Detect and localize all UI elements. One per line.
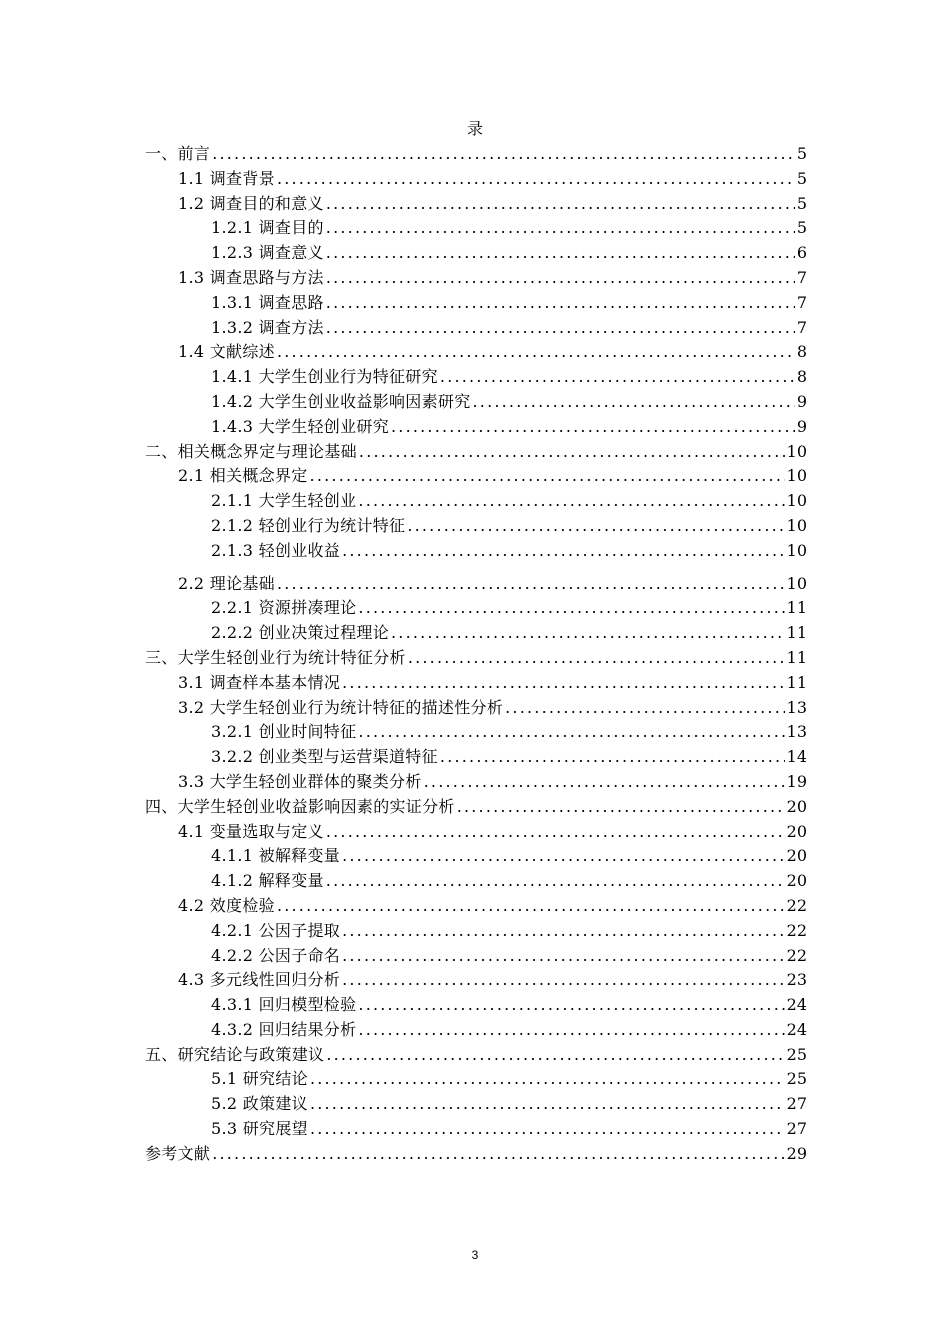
toc-entry[interactable]: [145, 1142, 807, 1167]
toc-entry[interactable]: [145, 869, 807, 894]
table-of-contents: [145, 142, 807, 1167]
toc-entry[interactable]: [145, 464, 807, 489]
toc-dot-leader: [310, 464, 785, 489]
toc-entry-label: 2.1.2 轻创业行为统计特征: [211, 515, 406, 535]
toc-entry-label: 1.3.2 调查方法: [211, 317, 324, 337]
toc-dot-leader: [342, 671, 785, 696]
toc-dot-leader: [457, 795, 785, 820]
toc-entry[interactable]: [145, 894, 807, 919]
toc-entry[interactable]: [145, 390, 807, 415]
toc-entry-page: 25: [786, 1044, 807, 1064]
toc-entry[interactable]: [145, 142, 807, 167]
toc-entry-page: 11: [786, 623, 807, 643]
toc-entry[interactable]: [145, 646, 807, 671]
toc-entry[interactable]: [145, 514, 807, 539]
toc-entry-label: 2.2.1 资源拼凑理论: [211, 598, 357, 618]
toc-entry-label: 4.3.2 回归结果分析: [211, 1019, 357, 1039]
toc-dot-leader: [358, 993, 784, 1018]
toc-dot-leader: [326, 291, 795, 316]
toc-dot-leader: [277, 340, 795, 365]
toc-entry-page: 22: [786, 920, 807, 940]
toc-entry-page: 24: [786, 1019, 807, 1039]
toc-dot-leader: [440, 365, 795, 390]
toc-entry-label: 二、相关概念界定与理论基础: [145, 441, 357, 461]
toc-entry-page: 23: [786, 970, 807, 990]
toc-entry-page: 9: [796, 416, 807, 436]
toc-entry[interactable]: [145, 696, 807, 721]
toc-entry-page: 10: [786, 573, 807, 593]
toc-entry-label: 五、研究结论与政策建议: [145, 1044, 325, 1064]
toc-entry-label: 3.2 大学生轻创业行为统计特征的描述性分析: [178, 697, 504, 717]
toc-entry-page: 10: [786, 515, 807, 535]
toc-dot-leader: [310, 1117, 785, 1142]
toc-entry[interactable]: [145, 291, 807, 316]
toc-entry-label: 3.2.1 创业时间特征: [211, 722, 357, 742]
toc-entry-page: 9: [796, 391, 807, 411]
toc-entry-label: 5.1 研究结论: [211, 1069, 308, 1089]
toc-entry-page: 8: [796, 367, 807, 387]
toc-entry[interactable]: [145, 844, 807, 869]
toc-entry-page: 13: [786, 722, 807, 742]
toc-entry[interactable]: [145, 820, 807, 845]
toc-entry[interactable]: [145, 596, 807, 621]
toc-entry-page: 10: [786, 466, 807, 486]
toc-entry-page: 20: [786, 871, 807, 891]
toc-entry[interactable]: [145, 1117, 807, 1142]
toc-entry-page: 6: [796, 243, 807, 263]
toc-entry-label: 1.3.1 调查思路: [211, 292, 324, 312]
toc-entry-page: 11: [786, 672, 807, 692]
toc-dot-leader: [473, 390, 795, 415]
toc-dot-leader: [358, 596, 784, 621]
toc-dot-leader: [277, 572, 785, 597]
toc-entry-label: 2.2 理论基础: [178, 573, 275, 593]
toc-entry[interactable]: [145, 919, 807, 944]
toc-entry-label: 4.3.1 回归模型检验: [211, 995, 357, 1015]
toc-entry-label: 5.3 研究展望: [211, 1119, 308, 1139]
toc-entry-page: 5: [796, 218, 807, 238]
toc-dot-leader: [310, 1092, 785, 1117]
toc-dot-leader: [326, 869, 785, 894]
toc-entry[interactable]: [145, 539, 807, 564]
toc-entry[interactable]: [145, 216, 807, 241]
toc-dot-leader: [391, 415, 795, 440]
toc-entry-page: 22: [786, 945, 807, 965]
toc-dot-leader: [326, 216, 795, 241]
toc-dot-leader: [407, 514, 784, 539]
toc-dot-leader: [277, 894, 785, 919]
toc-entry-label: 3.2.2 创业类型与运营渠道特征: [211, 747, 438, 767]
toc-entry-page: 20: [786, 846, 807, 866]
toc-entry-label: 一、前言: [145, 144, 211, 163]
toc-dot-leader: [342, 968, 785, 993]
toc-entry-page: 10: [786, 491, 807, 511]
toc-entry[interactable]: [145, 440, 807, 465]
toc-entry-label: 3.3 大学生轻创业群体的聚类分析: [178, 771, 422, 791]
toc-entry[interactable]: [145, 316, 807, 341]
toc-entry-label: 1.2.1 调查目的: [211, 218, 324, 238]
toc-entry-label: 4.2 效度检验: [178, 895, 275, 915]
toc-entry[interactable]: [145, 1092, 807, 1117]
toc-entry-label: 三、大学生轻创业行为统计特征分析: [145, 647, 406, 667]
toc-entry-label: 4.1.1 被解释变量: [211, 846, 341, 866]
toc-dot-leader: [342, 539, 785, 564]
toc-dot-leader: [505, 696, 785, 721]
toc-entry-label: 4.2.2 公因子命名: [211, 945, 341, 965]
toc-entry[interactable]: [145, 192, 807, 217]
toc-entry-label: 2.2.2 创业决策过程理论: [211, 623, 389, 643]
toc-entry-label: 4.1.2 解释变量: [211, 871, 324, 891]
toc-dot-leader: [326, 316, 795, 341]
toc-entry[interactable]: [145, 572, 807, 597]
toc-entry-label: 1.2 调查目的和意义: [178, 193, 324, 213]
toc-entry-page: 19: [786, 771, 807, 791]
toc-entry[interactable]: [145, 167, 807, 192]
toc-entry-label: 3.1 调查样本基本情况: [178, 672, 341, 692]
toc-entry[interactable]: [145, 720, 807, 745]
toc-dot-leader: [342, 919, 785, 944]
toc-entry[interactable]: [145, 266, 807, 291]
toc-entry-page: 24: [786, 995, 807, 1015]
toc-entry-page: 10: [786, 540, 807, 560]
toc-entry-label: 1.4.1 大学生创业行为特征研究: [211, 367, 438, 387]
page-number: 3: [471, 1248, 479, 1262]
toc-entry[interactable]: [145, 993, 807, 1018]
toc-entry[interactable]: [145, 621, 807, 646]
toc-entry-label: 1.4 文献综述: [178, 342, 275, 362]
toc-entry-page: 25: [786, 1069, 807, 1089]
toc-dot-leader: [342, 944, 785, 969]
toc-entry-label: 1.4.3 大学生轻创业研究: [211, 416, 389, 436]
toc-dot-leader: [358, 720, 784, 745]
toc-entry-label: 四、大学生轻创业收益影响因素的实证分析: [145, 796, 455, 816]
toc-entry-label: 4.2.1 公因子提取: [211, 920, 341, 940]
toc-dot-leader: [310, 1067, 785, 1092]
toc-entry-page: 22: [786, 895, 807, 915]
toc-entry-page: 5: [796, 168, 807, 188]
toc-dot-leader: [277, 167, 795, 192]
toc-entry-page: 5: [796, 144, 807, 163]
toc-entry-label: 4.3 多元线性回归分析: [178, 970, 341, 990]
toc-entry-page: 7: [796, 317, 807, 337]
toc-entry-page: 5: [796, 193, 807, 213]
toc-dot-leader: [326, 192, 795, 217]
toc-entry-page: 11: [786, 647, 807, 667]
toc-entry-label: 4.1 变量选取与定义: [178, 821, 324, 841]
toc-entry[interactable]: [145, 415, 807, 440]
toc-dot-leader: [424, 770, 785, 795]
toc-entry[interactable]: [145, 795, 807, 820]
toc-entry-page: 8: [796, 342, 807, 362]
toc-dot-leader: [326, 1043, 784, 1068]
toc-entry-page: 20: [786, 821, 807, 841]
toc-entry-page: 27: [786, 1094, 807, 1114]
toc-dot-leader: [212, 1142, 784, 1167]
toc-entry-label: 参考文献: [145, 1143, 211, 1163]
toc-entry-label: 2.1.1 大学生轻创业: [211, 491, 357, 511]
toc-entry-label: 2.1 相关概念界定: [178, 466, 308, 486]
toc-dot-leader: [326, 820, 785, 845]
toc-entry-label: 1.4.2 大学生创业收益影响因素研究: [211, 391, 471, 411]
toc-entry[interactable]: [145, 365, 807, 390]
toc-entry[interactable]: [145, 1067, 807, 1092]
toc-entry[interactable]: [145, 944, 807, 969]
toc-entry[interactable]: [145, 745, 807, 770]
toc-dot-leader: [326, 266, 795, 291]
toc-entry-page: 11: [786, 598, 807, 618]
toc-entry-page: 13: [786, 697, 807, 717]
toc-entry-label: 1.2.3 调查意义: [211, 243, 324, 263]
toc-entry-page: 7: [796, 267, 807, 287]
toc-dot-leader: [391, 621, 785, 646]
toc-dot-leader: [326, 241, 795, 266]
toc-entry-label: 1.1 调查背景: [178, 168, 275, 188]
toc-entry[interactable]: [145, 770, 807, 795]
toc-entry[interactable]: [145, 968, 807, 993]
toc-entry-page: 29: [786, 1143, 807, 1163]
toc-entry[interactable]: [145, 1043, 807, 1068]
toc-entry[interactable]: [145, 1018, 807, 1043]
toc-dot-leader: [342, 844, 785, 869]
toc-dot-leader: [359, 440, 785, 465]
toc-entry-page: 27: [786, 1119, 807, 1139]
toc-entry-label: 5.2 政策建议: [211, 1094, 308, 1114]
toc-dot-leader: [358, 489, 784, 514]
toc-entry-label: 2.1.3 轻创业收益: [211, 540, 341, 560]
toc-dot-leader: [212, 142, 795, 167]
toc-entry[interactable]: [145, 489, 807, 514]
toc-dot-leader: [440, 745, 785, 770]
toc-entry-label: 1.3 调查思路与方法: [178, 267, 324, 287]
toc-entry[interactable]: [145, 671, 807, 696]
toc-entry-page: 14: [786, 747, 807, 767]
toc-entry-page: 7: [796, 292, 807, 312]
toc-entry-page: 20: [786, 796, 807, 816]
toc-entry[interactable]: [145, 241, 807, 266]
toc-dot-leader: [358, 1018, 784, 1043]
toc-entry[interactable]: [145, 340, 807, 365]
toc-title: 录: [466, 119, 483, 138]
toc-entry-page: 10: [786, 441, 807, 461]
toc-dot-leader: [408, 646, 785, 671]
